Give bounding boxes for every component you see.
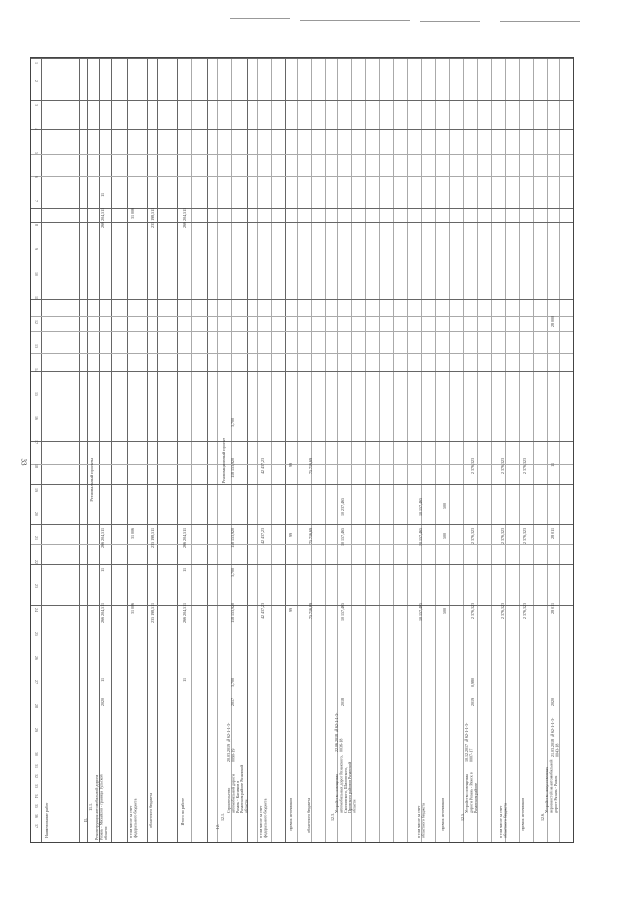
row-number: 12.3. bbox=[330, 813, 335, 821]
row-year: 2020 bbox=[100, 698, 105, 706]
page-number: 33 bbox=[19, 458, 28, 466]
col-number: 19 bbox=[34, 488, 39, 492]
col-number: 9 bbox=[34, 248, 39, 250]
cell-value: 75 716,69 bbox=[308, 458, 313, 474]
row-qty: 3,700 bbox=[230, 678, 235, 687]
row-year: 2018 bbox=[340, 698, 345, 706]
row-number: 12.5. bbox=[460, 813, 465, 821]
col-number: 34 bbox=[34, 794, 39, 798]
col-number: 17 bbox=[34, 440, 39, 444]
scan-artifact bbox=[420, 21, 480, 22]
cell-value: 11 bbox=[100, 193, 105, 197]
col-number: 5 bbox=[34, 152, 39, 154]
col-number: 3 bbox=[34, 104, 39, 106]
col-number: 13 bbox=[34, 344, 39, 348]
col-number: 29 bbox=[34, 728, 39, 732]
row-qty: 11 bbox=[100, 678, 105, 682]
cell-value: 266 204,511 bbox=[182, 528, 187, 548]
row-name: прочих источников bbox=[288, 798, 293, 831]
row-name: в том числе за счет федерального бюджета bbox=[128, 798, 138, 838]
cell-value: 500 bbox=[442, 533, 447, 539]
cell-value: 266 204,511 bbox=[100, 528, 105, 548]
col-number: 16 bbox=[34, 416, 39, 420]
section-number: 12. bbox=[215, 824, 220, 830]
cell-value: 99 bbox=[288, 463, 293, 467]
cell-value: 118 153,920 bbox=[230, 458, 235, 478]
cell-value: 42 437,23 bbox=[260, 458, 265, 474]
cell-value: 266 204,511 bbox=[100, 208, 105, 228]
col-number: 15 bbox=[34, 392, 39, 396]
cell-value: 99 bbox=[288, 608, 293, 612]
col-number: 18 bbox=[34, 464, 39, 468]
col-number: 25 bbox=[34, 632, 39, 636]
col-number: 35 bbox=[34, 804, 39, 808]
row-name: Устройство освещения автомобильных дорог Рязанского, Скопинского, Шиловского, Пронского районов Рязанской области bbox=[334, 755, 357, 813]
col-number: 14 bbox=[34, 368, 39, 372]
cell-value: 31 006 bbox=[130, 528, 135, 539]
col-number: 7 bbox=[34, 200, 39, 202]
cell-value: 2 376,323 bbox=[522, 603, 527, 619]
scan-artifact bbox=[300, 20, 410, 21]
col-number: 28 bbox=[34, 704, 39, 708]
cell-value: 3,700 bbox=[230, 568, 235, 577]
cell-value: 31 006 bbox=[130, 603, 135, 614]
cell-value: 266 204,511 bbox=[182, 208, 187, 228]
col-number: 30 bbox=[34, 752, 39, 756]
cell-value: 42 437,23 bbox=[260, 528, 265, 544]
scan-artifact bbox=[500, 21, 580, 22]
cell-value: 235 198,511 bbox=[150, 528, 155, 548]
col-number: 2 bbox=[34, 80, 39, 82]
col-number: 36 bbox=[34, 814, 39, 818]
cell-value: 10 157,465 bbox=[418, 528, 423, 546]
budget-table bbox=[30, 57, 574, 843]
col-number: 6 bbox=[34, 176, 39, 178]
cell-value: 235 198,511 bbox=[150, 208, 155, 228]
row-date: 20.03.2019 №62-1-1-3-0090-19 bbox=[226, 722, 236, 762]
header-name-label: Наименование работ bbox=[44, 802, 49, 838]
row-number: 11.1. bbox=[88, 803, 93, 811]
scan-artifact bbox=[230, 18, 290, 19]
col-number: 10 bbox=[34, 272, 39, 276]
row-qty: 11 bbox=[182, 678, 187, 682]
cell-value: 2 376,323 bbox=[470, 458, 475, 474]
cell-value: 266 204,511 bbox=[182, 603, 187, 623]
row-name: Устройство искусственных неровностей на автомобильной дороге Рязань - Ряжск bbox=[544, 759, 558, 813]
cell-value: 99 bbox=[288, 533, 293, 537]
col-number: 26 bbox=[34, 656, 39, 660]
row-name: прочих источников bbox=[440, 798, 445, 831]
col-number: 21 bbox=[34, 536, 39, 540]
col-number: 8 bbox=[34, 224, 39, 226]
cell-value: 500 bbox=[442, 608, 447, 614]
col-number: 1 bbox=[34, 62, 39, 64]
row-name: прочих источников bbox=[520, 798, 525, 831]
section-number: II. bbox=[83, 818, 88, 823]
row-name: областного бюджета bbox=[148, 793, 153, 828]
cell-value: 118 153,920 bbox=[230, 603, 235, 623]
col-number: 20 bbox=[34, 512, 39, 516]
cell-value: 28 011 bbox=[550, 603, 555, 614]
row-date: 10.12.2017 №62-1-1-3-0007-17 bbox=[464, 722, 474, 762]
cell-value: 2 376,323 bbox=[500, 458, 505, 474]
col-number: 4 bbox=[34, 128, 39, 130]
cell-value: 2 376,323 bbox=[500, 528, 505, 544]
cell-value: 75 716,69 bbox=[308, 603, 313, 619]
row-year: 2019 bbox=[470, 698, 475, 706]
cell-value: 2 376,323 bbox=[470, 528, 475, 544]
col-number: 33 bbox=[34, 784, 39, 788]
cell-value: 10 157,465 bbox=[418, 498, 423, 516]
col-number: 37 bbox=[34, 824, 39, 828]
col-number: 24 bbox=[34, 608, 39, 612]
row-year: 2020 bbox=[550, 698, 555, 706]
row-date: 22.06.2018 №62-1-1-3-0036-18 bbox=[334, 712, 344, 752]
section-title: Реализационный проект bbox=[221, 438, 226, 484]
cell-value: 28 000 bbox=[550, 316, 555, 327]
col-number: 11 bbox=[34, 296, 39, 300]
col-number: 12 bbox=[34, 320, 39, 324]
col-number: 32 bbox=[34, 774, 39, 778]
col-number: 23 bbox=[34, 584, 39, 588]
row-number: 12.6. bbox=[540, 813, 545, 821]
cell-value: 11 bbox=[182, 568, 187, 572]
cell-value: 31 006 bbox=[130, 208, 135, 219]
col-number: 31 bbox=[34, 764, 39, 768]
cell-value: 10 157,465 bbox=[340, 603, 345, 621]
row-qty: 0,980 bbox=[470, 678, 475, 687]
row-name: в том числе за счет федерального бюджета bbox=[258, 798, 268, 838]
cell-value: 42 437,23 bbox=[260, 603, 265, 619]
row-date: 21.03.2018 №62-1-1-3-0043-18 bbox=[550, 717, 560, 757]
cell-value: 3,700 bbox=[230, 418, 235, 427]
cell-value: 10 237,465 bbox=[340, 498, 345, 516]
row-name: в том числе за счет областного бюджета bbox=[416, 803, 426, 838]
cell-value: 2 376,323 bbox=[470, 603, 475, 619]
cell-value: 10 157,465 bbox=[340, 528, 345, 546]
cell-value: 11 bbox=[100, 568, 105, 572]
col-number: 27 bbox=[34, 680, 39, 684]
row-year: 2017 bbox=[230, 698, 235, 706]
cell-value: 75 716,69 bbox=[308, 528, 313, 544]
row-name: Реконструкция автомобильной дороги Рязань - Михайлов - граница Тульской области bbox=[94, 774, 108, 840]
cell-value: 235 198,511 bbox=[150, 603, 155, 623]
row-number: 12.1. bbox=[220, 813, 225, 821]
cell-value: 10 157,465 bbox=[418, 603, 423, 621]
row-name: Итого по работе bbox=[180, 798, 185, 826]
cell-value: 28 011 bbox=[550, 528, 555, 539]
row-name: Устройство освещения дороги Рязань - Ряжск в Рязанском районе bbox=[464, 772, 478, 813]
col-number: 22 bbox=[34, 560, 39, 564]
row-name: областного бюджета bbox=[306, 798, 311, 833]
cell-value: 2 376,323 bbox=[522, 528, 527, 544]
section-title: Региональный проекты bbox=[89, 458, 94, 502]
cell-value: 118 153,920 bbox=[230, 528, 235, 548]
cell-value: 500 bbox=[442, 503, 447, 509]
cell-value: 2 376,323 bbox=[500, 603, 505, 619]
cell-value: 2 376,323 bbox=[522, 458, 527, 474]
cell-value: 11 bbox=[550, 463, 555, 467]
cell-value: 266 204,511 bbox=[100, 603, 105, 623]
row-name: в том числе за счет областного бюджета bbox=[498, 803, 508, 838]
row-name: Строительство автомобильной дороги Рязань - Касимов в Рязанском районе Рязанской области bbox=[226, 764, 249, 813]
